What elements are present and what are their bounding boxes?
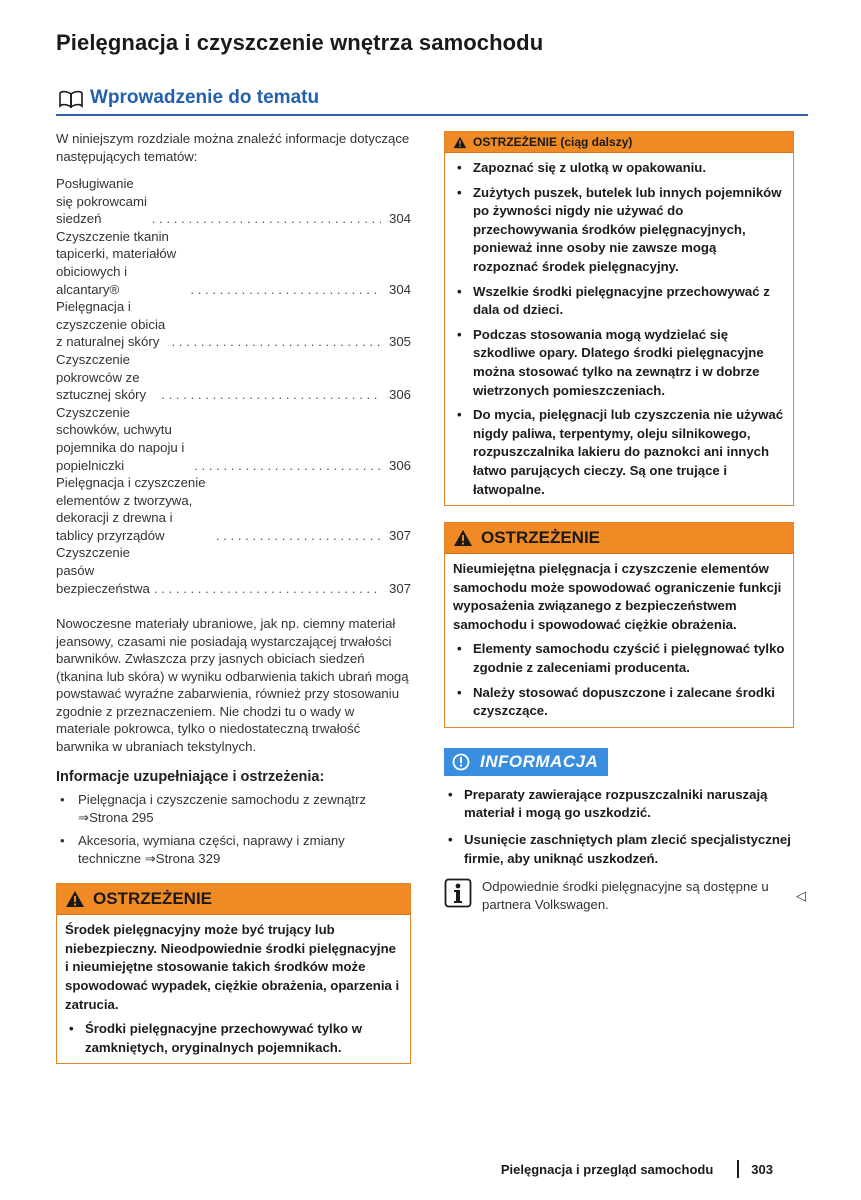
- toc-item[interactable]: Pielęgnacja i czyszczenie elementów z tworzywa, dekoracji z drewna i tablicy przyrządów . . . 307: [56, 474, 411, 544]
- page-link[interactable]: Strona 329: [155, 850, 221, 866]
- toc-item[interactable]: Czyszczenie tkanin tapicerki, materiałów obiciowych i alcantary® . . . 304: [56, 228, 411, 298]
- footer-divider: [737, 1160, 739, 1178]
- warning-item: • Należy stosować dopuszczone i zalecane środki czyszczące.: [453, 684, 785, 721]
- left-column: [56, 130, 411, 1064]
- supplementary-heading: Informacje uzupełniające i ostrzeżenia:: [56, 769, 325, 786]
- right-column: [444, 131, 794, 913]
- warning-body: [57, 915, 410, 1063]
- page-footer: [501, 1160, 773, 1178]
- warning-item: • Wszelkie środki pielęgnacyjne przechowywać z dala od dzieci.: [453, 283, 785, 320]
- section-end-icon: ◁: [796, 888, 806, 903]
- info-i-icon: [444, 878, 472, 908]
- page-number: 303: [751, 1161, 773, 1177]
- toc-item[interactable]: Czyszczenie schowków, uchwytu pojemnika do napoju i popielniczki . . . 306: [56, 404, 411, 474]
- warning-item: • Do mycia, pielęgnacji lub czyszczenia nie używać nigdy paliwa, terpentymy, oleju silnikowego, rozpuszczalnika lakieru do paznokci ani innych łatwo parujących cieczy. Są one trujące i łatwopalne.: [453, 406, 785, 499]
- toc-page-number: 307: [388, 580, 411, 596]
- warning-box: [444, 522, 794, 728]
- toc-page-number: 304: [388, 281, 411, 297]
- info-circle-icon: [452, 753, 470, 771]
- arrow-icon: ⇒: [144, 850, 156, 866]
- warning-header: [57, 884, 410, 915]
- list-item: • Akcesoria, wymiana części, naprawy i zmiany techniczne ⇒Strona 329: [56, 832, 411, 867]
- toc-page-number: 306: [388, 387, 411, 403]
- warning-item: • Środki pielęgnacyjne przechowywać tylko w zamkniętych, oryginalnych pojemnikach.: [65, 1020, 402, 1057]
- warning-lead: Środek pielęgnacyjny może być trujący lub niebezpieczny. Nieodpowiednie środki pielęgnacyjne i nieumiejętne stosowanie takich środków może spowodować wypadek, ciężkie obrażenia, oparzenia i zatrucia.: [65, 922, 400, 1012]
- warning-item: • Zużytych puszek, butelek lub innych pojemników po żywności nigdy nie używać do przechowywania środków pielęgnacyjnych, ponieważ inne osoby nie zawsze mogą rozpoznać środek pielęgnacyjny.: [453, 184, 785, 277]
- warning-body: [445, 153, 793, 505]
- footer-section: Pielęgnacja i przegląd samochodu: [500, 1161, 714, 1177]
- toc-item[interactable]: Czyszczenie pasów bezpieczeństwa . . . 307: [56, 544, 411, 597]
- warning-lead: Nieumiejętna pielęgnacja i czyszczenie elementów samochodu może spowodować ograniczenie funkcji wyposażenia związanego z bezpieczeństwem samochodu i spowodować ciężkie obrażenia.: [453, 561, 782, 632]
- toc-item[interactable]: Pielęgnacja i czyszczenie obicia z naturalnej skóry . . . 305: [56, 298, 411, 351]
- warning-title: OSTRZEŻENIE: [93, 889, 213, 909]
- info-body: [444, 786, 794, 868]
- info-item: • Usunięcie zaschniętych plam zlecić specjalistycznej firmie, aby uniknąć uszkodzeń.: [444, 831, 794, 868]
- info-block: [444, 748, 794, 868]
- warning-continued-title: OSTRZEŻENIE (ciąg dalszy): [473, 135, 633, 149]
- warning-triangle-icon: [65, 890, 85, 908]
- toc-page-number: 307: [388, 527, 411, 543]
- page-link[interactable]: Strona 295: [89, 809, 154, 825]
- info-item: • Preparaty zawierające rozpuszczalniki naruszają materiał i mogą go uszkodzić.: [444, 786, 794, 823]
- warning-header: [445, 523, 793, 554]
- supplementary-list: [56, 791, 411, 867]
- toc-page-number: 306: [388, 457, 411, 473]
- book-icon: [58, 90, 84, 108]
- toc-page-number: 304: [388, 211, 411, 227]
- warning-continued-box: [444, 131, 794, 506]
- warning-body: [445, 554, 793, 727]
- section-title: Wprowadzenie do tematu: [90, 87, 320, 108]
- toc-item[interactable]: Czyszczenie pokrowców ze sztucznej skóry . . . 306: [56, 351, 411, 404]
- section-header: [56, 86, 808, 116]
- warning-box: [56, 883, 411, 1064]
- warning-item: • Podczas stosowania mogą wydzielać się szkodliwe opary. Dlatego środki pielęgnacyjne można stosować tylko na zewnątrz i w dobrze wietrzonych pomieszczeniach.: [453, 326, 785, 400]
- warning-continued-header: [445, 132, 793, 153]
- warning-triangle-icon: [453, 529, 473, 547]
- warning-item: • Zapoznać się z ulotką w opakowaniu.: [453, 159, 785, 178]
- info-title: INFORMACJA: [480, 751, 599, 771]
- intro-text: W niniejszym rozdziale można znaleźć informacje dotyczące następujących tematów:: [56, 131, 410, 164]
- toc-item[interactable]: Posługiwanie się pokrowcami siedzeń . . . 304: [56, 175, 411, 228]
- warning-item: • Elementy samochodu czyścić i pielęgnować tylko zgodnie z zaleceniami producenta.: [453, 640, 785, 677]
- toc-list: [56, 175, 411, 597]
- info-header: [444, 748, 608, 776]
- warning-title: OSTRZEŻENIE: [481, 528, 601, 548]
- note-block: [444, 878, 794, 913]
- toc-page-number: 305: [388, 334, 411, 350]
- page-title: Pielęgnacja i czyszczenie wnętrza samochodu: [56, 30, 544, 55]
- warning-triangle-icon: [453, 136, 467, 149]
- arrow-icon: ⇒: [78, 809, 90, 825]
- list-item: • Pielęgnacja i czyszczenie samochodu z zewnątrz ⇒Strona 295: [56, 791, 411, 826]
- note-text: Odpowiednie środki pielęgnacyjne są dostępne u partnera Volkswagen.: [482, 879, 769, 912]
- body-paragraph: Nowoczesne materiały ubraniowe, jak np. ciemny materiał jeansowy, czasami nie posiadają wystarczającej trwałości barwników. Zwłaszcza przy jasnych obiciach siedzeń (tkanina lub skóra) w wyniku odbarwienia takich ubrań mogą powstawać wyraźne zabarwienia, również przy stosowaniu zgodnie z przeznaczeniem. Nie chodzi tu o wady w materiale pokrowca, tylko o niedostateczną trwałość barwnika w ubraniach tekstylnych.: [56, 616, 409, 754]
